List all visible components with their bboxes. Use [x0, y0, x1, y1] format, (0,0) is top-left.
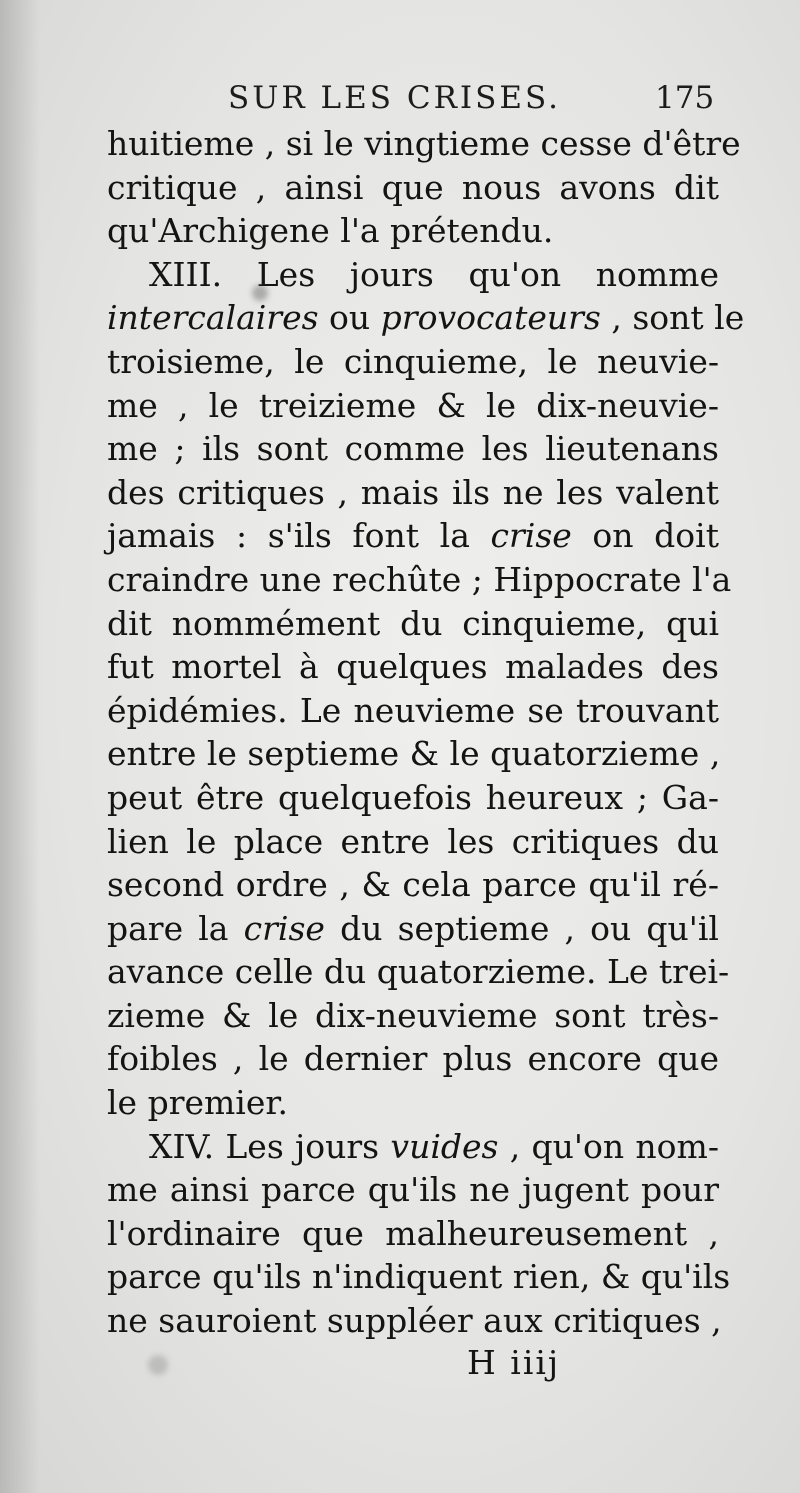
text-line: ne sauroient suppléer aux critiques , — [107, 1301, 722, 1341]
gutter-shadow — [0, 0, 40, 1493]
text-line: second ordre , & cela parce qu'il ré- — [107, 865, 719, 905]
text-line: lien le place entre les critiques du — [107, 821, 719, 861]
text-run: pare la — [107, 908, 244, 948]
body-text — [107, 122, 745, 1343]
ink-spot — [148, 1355, 168, 1375]
text-line: l'ordinaire que malheureusement , — [107, 1213, 719, 1253]
text-line: peut être quelquefois heureux ; Ga- — [107, 777, 719, 817]
italic-term: crise — [243, 908, 325, 948]
text-line: me ; ils sont comme les lieutenans — [107, 429, 719, 469]
ink-spot — [252, 285, 268, 301]
text-run: XIV. Les jours — [149, 1126, 391, 1166]
text-line: le premier. — [107, 1083, 289, 1123]
text-line: me , le treizieme & le dix-neuvie- — [107, 385, 719, 425]
text-run: on doit — [571, 516, 719, 556]
text-run: , sont le — [600, 298, 745, 338]
text-line: troisieme, le cinquieme, le neuvie- — [107, 341, 719, 381]
text-run: , qu'on nom- — [498, 1126, 719, 1166]
italic-term: intercalaires — [107, 298, 319, 338]
text-line: avance celle du quatorzieme. Le trei- — [107, 952, 730, 992]
text-line — [107, 514, 719, 558]
text-line: craindre une rechûte ; Hippocrate l'a — [107, 559, 732, 599]
text-line: huitieme , si le vingtieme cesse d'être — [107, 124, 741, 163]
text-line: entre le septieme & le quatorzieme , — [107, 734, 721, 774]
text-line: foibles , le dernier plus encore que — [107, 1039, 719, 1079]
text-line — [107, 907, 719, 951]
text-line: des critiques , mais ils ne les valent — [107, 472, 719, 512]
text-line: dit nommément du cinquieme, qui — [107, 603, 719, 643]
text-line: critique , ainsi que nous avons dit — [107, 167, 719, 207]
text-line: qu'Archigene l'a prétendu. — [107, 211, 554, 251]
italic-term: crise — [490, 516, 572, 556]
text-line — [107, 296, 745, 340]
paragraph-xiii-first-line: XIII. Les jours qu'on nomme — [149, 254, 719, 294]
paragraph-xiv-first-line — [107, 1125, 719, 1169]
italic-term: provocateurs — [380, 298, 601, 338]
signature-mark: H iiij — [467, 1343, 561, 1382]
text-run: jamais : s'ils font la — [107, 516, 491, 556]
text-run: ou — [318, 298, 381, 338]
running-head — [0, 80, 800, 120]
text-line: me ainsi parce qu'ils ne jugent pour — [107, 1170, 719, 1210]
running-head-title: SUR LES CRISES. — [228, 80, 562, 116]
page-number: 175 — [655, 80, 715, 116]
text-run: du septieme , ou qu'il — [324, 908, 719, 948]
italic-term: vuides — [390, 1126, 499, 1166]
text-line: zieme & le dix-neuvieme sont très- — [107, 995, 719, 1035]
text-line: parce qu'ils n'indiquent rien, & qu'ils — [107, 1257, 731, 1297]
text-line: épidémies. Le neuvieme se trouvant — [107, 690, 719, 730]
text-line: fut mortel à quelques malades des — [107, 647, 719, 687]
